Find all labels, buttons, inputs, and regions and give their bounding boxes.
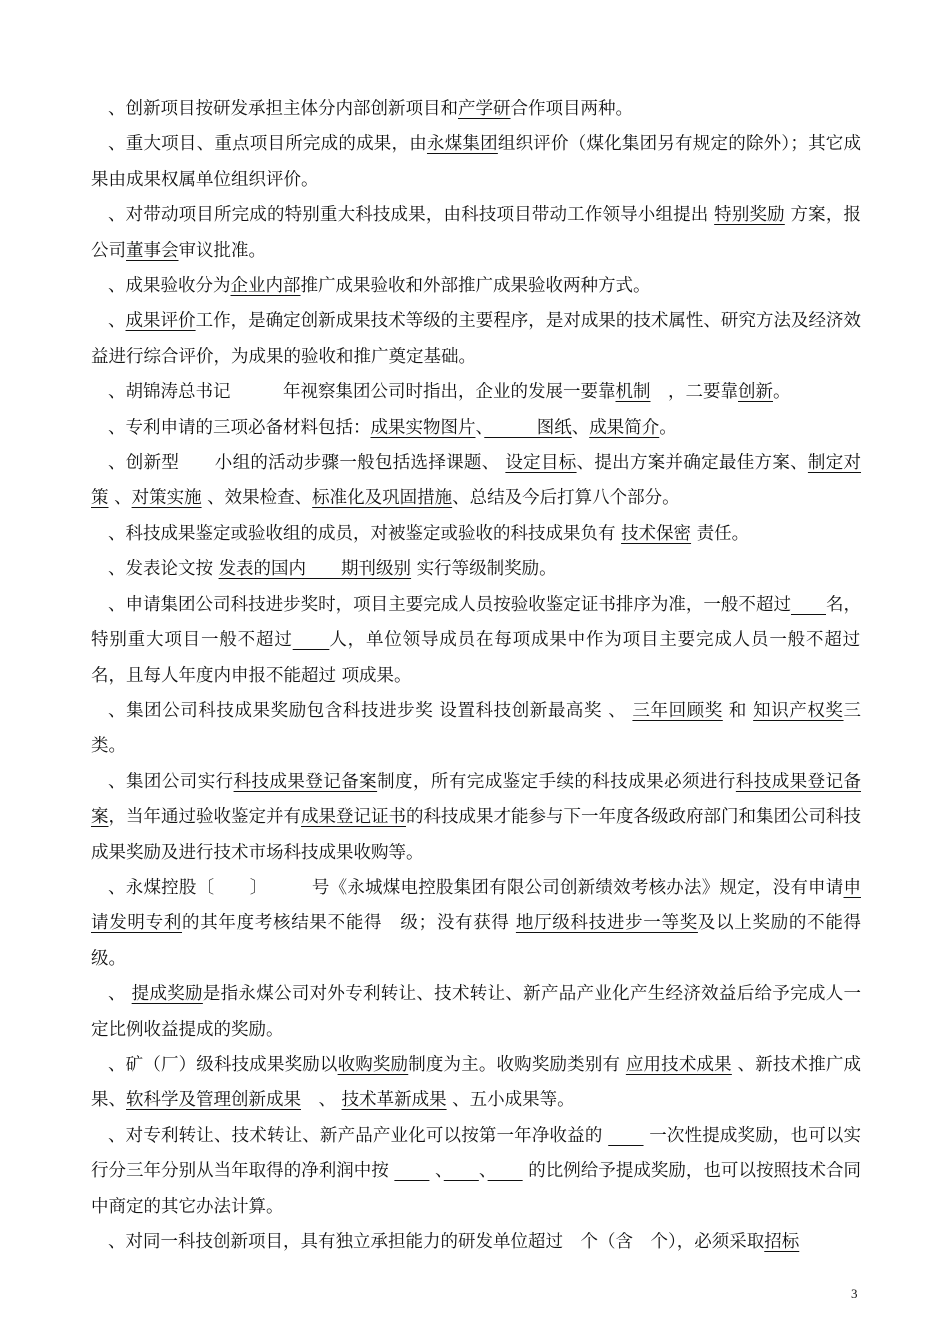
underlined-answer: 标准化及巩固措施 — [312, 488, 453, 509]
text-segment: 、五小成果等。 — [446, 1090, 575, 1111]
paragraph — [91, 304, 861, 375]
text-segment: 名，特别重大项目一般不超过 — [91, 594, 862, 651]
text-segment: 、科技成果鉴定或验收组的成员，对被鉴定或验收的科技成果负有 — [108, 523, 622, 544]
underlined-answer: 机制 — [615, 382, 651, 403]
underlined-answer — [293, 630, 330, 650]
text-segment: 、集团公司实行 — [108, 771, 234, 792]
text-segment: 责任。 — [691, 523, 750, 544]
underlined-answer: 知识产权奖 — [753, 700, 844, 721]
text-segment: 的其年度考核结果不能得 级；没有获得 — [182, 913, 516, 934]
text-segment: 、新技术推广成果、 — [91, 1054, 862, 1111]
underlined-answer: 图纸 — [484, 417, 572, 438]
text-segment: 、 — [429, 1161, 444, 1182]
text-segment: 、 — [478, 1161, 488, 1182]
text-segment: ，当年通过验收鉴定并有 — [108, 807, 301, 828]
underlined-answer: 软科学及管理创新成果 — [126, 1090, 301, 1111]
underlined-answer — [608, 1126, 643, 1146]
text-segment: 、 — [571, 417, 590, 438]
underlined-answer: 成果简介 — [589, 417, 660, 438]
text-segment: 项成果。 — [341, 665, 412, 686]
underlined-answer: 收购奖励 — [337, 1054, 409, 1075]
text-segment: 推广成果验收和外部推广成果验收两种方式。 — [300, 276, 651, 297]
text-segment: 、永煤控股〔 〕 号《永城煤电控股集团有限公司创新绩效考核办法》规定，没有申请 — [108, 877, 844, 898]
paragraph — [91, 127, 861, 198]
text-segment: 、 — [475, 417, 485, 438]
underlined-answer: 申请发明专利 — [91, 877, 861, 934]
text-segment: 、总结及今后打算八个部分。 — [452, 488, 680, 509]
text-segment: 制度为主。收购奖励类别有 — [408, 1054, 626, 1075]
paragraph — [91, 375, 861, 410]
underlined-answer: 提成奖励 — [131, 984, 203, 1005]
text-segment: 、胡锦涛总书记 年视察集团公司时指出，企业的发展一要靠 — [108, 382, 616, 403]
text-segment: 、提出方案并确定最佳方案、 — [576, 453, 808, 474]
underlined-answer: 成果登记证书 — [301, 807, 406, 828]
underlined-answer: 成果实物图片 — [370, 417, 476, 438]
paragraph — [91, 588, 861, 694]
text-segment: 、 — [108, 488, 132, 509]
underlined-answer: 对策实施 — [131, 488, 202, 509]
text-segment: 组织评价（煤化集团另有规定的除外）；其它成果由成果权属单位组织评价。 — [91, 134, 862, 190]
text-segment: 的科技成果才能参与下一年度各级政府部门和集团公司科技成果奖励及进行技术市场科技成果收购等。 — [91, 807, 861, 863]
underlined-answer: 地厅级科技进步一等奖 — [515, 913, 698, 934]
paragraph — [91, 198, 861, 269]
underlined-answer: 企业内部 — [230, 276, 301, 297]
text-segment: 一次性提成奖励，也可以实行分三年分别从当年取得的净利润中按 — [91, 1125, 862, 1182]
text-segment: 的比例给予提成奖励，也可以按照技术合同中商定的其它办法计算。 — [91, 1161, 862, 1217]
underlined-answer: 制定对策 — [91, 453, 862, 509]
text-segment: 、矿（厂）级科技成果奖励以 — [108, 1054, 338, 1075]
text-segment: 审议批准。 — [178, 240, 266, 261]
text-segment: 合作项目两种。 — [510, 99, 633, 119]
paragraph — [91, 977, 861, 1048]
paragraph — [91, 269, 861, 304]
underlined-answer: 产学研 — [458, 99, 511, 119]
text-segment: 、对专利转让、技术转让、新产品产业化可以按第一年净收益的 — [108, 1125, 609, 1146]
paragraph — [91, 1048, 861, 1119]
underlined-answer — [444, 1161, 479, 1181]
paragraph — [91, 765, 861, 871]
document-body — [91, 92, 879, 1260]
underlined-answer — [791, 595, 826, 615]
paragraph — [91, 871, 879, 977]
underlined-answer: 科技成果登记备案 — [233, 771, 378, 792]
text-segment: 制度，所有完成鉴定手续的科技成果必须进行 — [377, 771, 736, 792]
paragraph — [91, 446, 861, 517]
text-segment: 、创新型 小组的活动步骤一般包括选择课题、 — [108, 453, 506, 474]
paragraph — [91, 694, 861, 765]
text-segment: 、专利申请的三项必备材料包括： — [108, 417, 371, 438]
text-segment: 、发表论文按 — [108, 559, 219, 580]
underlined-answer: 设定目标 — [505, 453, 577, 474]
text-segment: 三类。 — [91, 700, 862, 757]
text-segment: 、 — [301, 1090, 342, 1111]
underlined-answer: 特别奖励 — [714, 205, 785, 226]
text-segment: 、 — [108, 984, 132, 1005]
text-segment: 名，且每人年度内申报不能超过 — [91, 665, 342, 686]
paragraph — [91, 552, 861, 587]
underlined-answer: 招标 — [764, 1232, 800, 1252]
text-segment: 、创新项目按研发承担主体分内部创新项目和 — [108, 99, 458, 119]
text-segment: 、对带动项目所完成的特别重大科技成果，由科技项目带动工作领导小组提出 — [108, 205, 715, 226]
text-segment: 、申请集团公司科技进步奖时，项目主要完成人员按验收鉴定证书排序为准，一般不超过 — [108, 594, 791, 615]
text-segment: 。 — [773, 382, 791, 403]
text-segment: 人，单位领导成员在每项成果中作为项目主要完成人员一般不超过 — [329, 630, 862, 651]
underlined-answer: 三年回顾奖 — [632, 700, 723, 721]
underlined-answer — [394, 1161, 429, 1181]
page-number: 3 — [851, 1286, 858, 1301]
underlined-answer: 应用技术成果 — [625, 1054, 732, 1075]
paragraph — [91, 92, 861, 127]
text-segment: 。 — [659, 417, 677, 438]
text-segment: ，二要靠 — [650, 382, 738, 403]
text-segment: 、成果验收分为 — [108, 276, 231, 297]
underlined-answer — [488, 1161, 523, 1181]
underlined-answer: 科技成果登记备案 — [91, 771, 862, 828]
text-segment: 和 — [722, 700, 754, 721]
text-segment: 、对同一科技创新项目，具有独立承担能力的研发单位超过 个（含 个），必须采取 — [108, 1232, 765, 1252]
text-segment: 实行等级制奖励。 — [411, 559, 557, 580]
underlined-answer: 永煤集团 — [426, 134, 498, 155]
paragraph — [91, 411, 861, 446]
text-segment: 方案，报公司 — [91, 205, 861, 261]
paragraph — [91, 1119, 861, 1225]
underlined-answer: 创新 — [738, 382, 773, 403]
text-segment: 及以上奖励的不能得 级。 — [91, 913, 879, 969]
text-segment: 、 — [108, 311, 126, 332]
text-segment: 、集团公司科技成果奖励包含科技进步奖 设置科技创新最高奖 、 — [108, 700, 633, 721]
underlined-answer: 发表的国内 期刊级别 — [218, 559, 412, 580]
underlined-answer: 技术保密 — [621, 523, 692, 544]
underlined-answer: 成果评价 — [125, 311, 196, 332]
underlined-answer: 技术革新成果 — [341, 1090, 447, 1111]
underlined-answer: 董事会 — [126, 240, 179, 261]
paragraph — [91, 517, 861, 552]
text-segment: 是指永煤公司对外专利转让、技术转让、新产品产业化产生经济效益后给予完成人一定比例收益提成的奖励。 — [91, 984, 861, 1040]
text-segment: 、重大项目、重点项目所完成的成果，由 — [108, 134, 427, 155]
text-segment: 工作，是确定创新成果技术等级的主要程序，是对成果的技术属性、研究方法及经济效益进行综合评价，为成果的验收和推广奠定基础。 — [91, 311, 862, 367]
paragraph — [91, 1225, 861, 1260]
text-segment: 、效果检查、 — [201, 488, 313, 509]
